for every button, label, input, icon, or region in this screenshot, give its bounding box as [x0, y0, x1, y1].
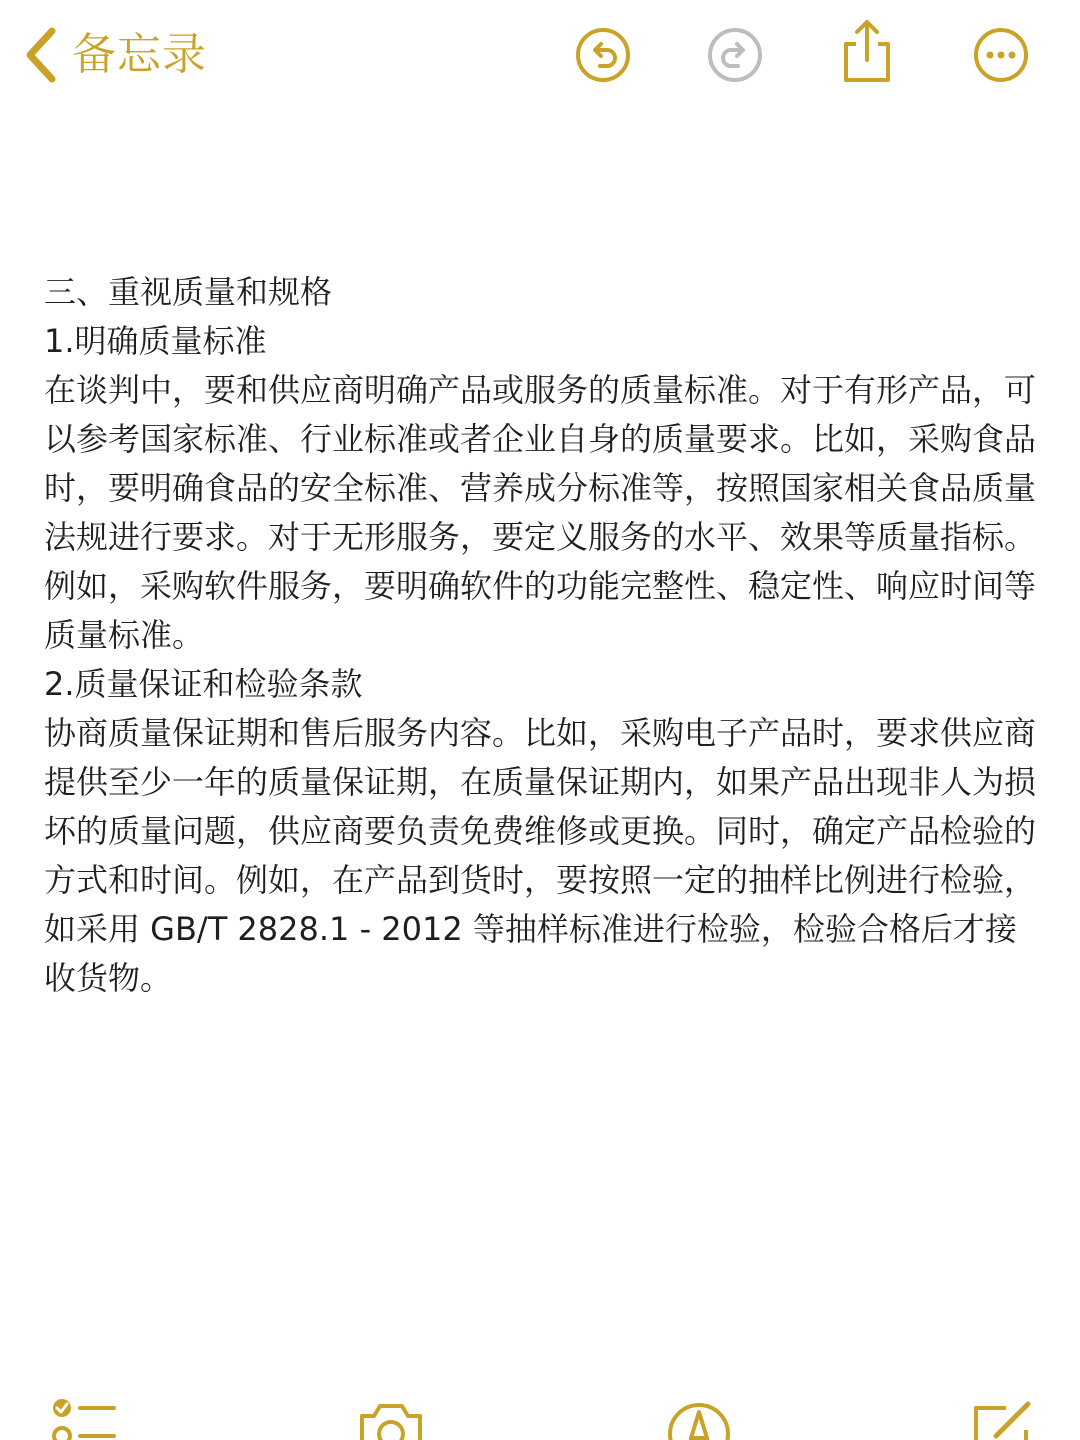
note-subheading-2: 2.质量保证和检验条款	[44, 665, 363, 703]
camera-icon[interactable]	[356, 1394, 426, 1440]
back-button-label: 备忘录	[72, 29, 207, 80]
undo-icon[interactable]	[574, 26, 632, 84]
redo-icon[interactable]	[706, 26, 764, 84]
note-paragraph-2: 协商质量保证期和售后服务内容。比如，采购电子产品时，要求供应商提供至少一年的质量保证期，在质量保证期内，如果产品出现非人为损坏的质量问题，供应商要负责免费维修或更换。同时，确定产品检验的方式和时间。例如，在产品到货时，要按照一定的抽样比例进行检验，如采用 GB/T 2828.1 - 2012 等抽样标准进行检验，检验合格后才接收货物。	[44, 714, 1037, 997]
compose-icon[interactable]	[966, 1394, 1036, 1440]
share-icon[interactable]	[838, 18, 896, 84]
note-body[interactable]	[44, 268, 1044, 1003]
chevron-left-icon	[22, 25, 58, 85]
bottom-toolbar	[0, 1380, 1080, 1440]
markup-pen-icon[interactable]	[664, 1394, 734, 1440]
back-button[interactable]	[22, 22, 207, 88]
more-icon[interactable]	[972, 26, 1030, 84]
note-paragraph-1: 在谈判中，要和供应商明确产品或服务的质量标准。对于有形产品，可以参考国家标准、行业标准或者企业自身的质量要求。比如，采购食品时，要明确食品的安全标准、营养成分标准等，按照国家相关食品质量法规进行要求。对于无形服务，要定义服务的水平、效果等质量指标。例如，采购软件服务，要明确软件的功能完整性、稳定性、响应时间等质量标准。	[44, 371, 1037, 654]
note-subheading-1: 1.明确质量标准	[44, 322, 267, 360]
checklist-icon[interactable]	[48, 1394, 118, 1440]
note-heading: 三、重视质量和规格	[44, 273, 333, 311]
top-nav-bar	[0, 0, 1080, 112]
